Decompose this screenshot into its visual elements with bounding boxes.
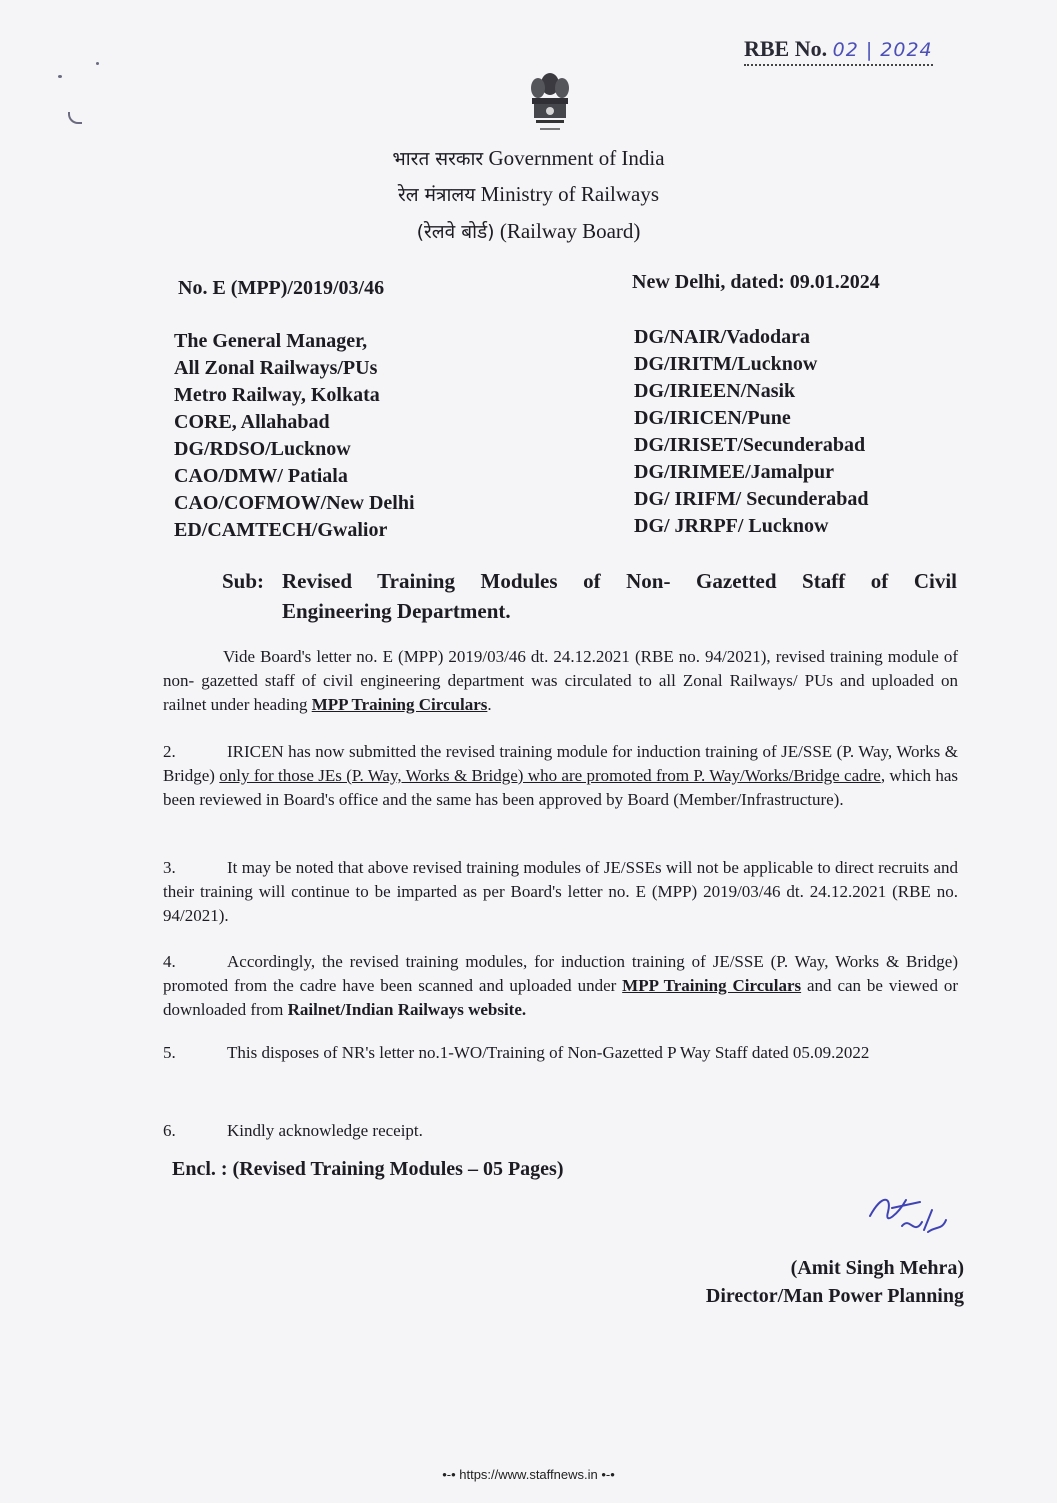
paragraph-number: 3. [163,858,176,877]
header-ministry [0,175,1057,214]
mpp-training-circulars-link[interactable]: MPP Training Circulars [311,695,488,714]
paragraph-number: 2. [163,742,176,761]
addressees-left [174,328,415,544]
addressee: DG/IRIEEN/Nasik [634,380,796,402]
addressee: The General Manager, [174,330,368,352]
paragraph-2: 2. IRICEN has now submitted the revised training module for induction training of JE/SSE (P. Way, Works & Bridge) only for those JEs (P. Way, Works & Bridge) who are promoted from P. Way/Works/Bridge cadre, which has been reviewed in Board's office and the same has been approved by Board (Member/Infrastructure). [163,742,958,809]
subject-line-2: Engineering Department. [282,599,511,623]
paragraph-1: Vide Board's letter no. E (MPP) 2019/03/46 dt. 24.12.2021 (RBE no. 94/2021), revised training module of non- gazetted staff of civil engineering department was circulated to all Zonal Railways/ PUs and uploaded on railnet under heading MPP Training Circulars. [163,647,958,714]
mpp-training-circulars-link[interactable]: MPP Training Circulars [622,976,802,995]
addressee: DG/IRICEN/Pune [634,407,791,429]
paragraph-number: 5. [163,1043,176,1062]
paragraph-4: 4. Accordingly, the revised training modules, for induction training of JE/SSE (P. Way, Works & Bridge) promoted from the cadre have been scanned and uploaded under MPP Training Circulars and can be viewed or downloaded from Railnet/Indian Railways website. [163,952,959,1019]
addressee: ED/CAMTECH/Gwalior [174,519,388,541]
header-board-english: (Railway Board) [499,219,641,243]
header-government-hindi: भारत सरकार [392,148,484,170]
header-board [0,212,1057,251]
signatory-block [706,1254,964,1310]
signatory-name: (Amit Singh Mehra) [790,1257,964,1279]
rbe-number [744,36,933,66]
state-emblem-icon [520,70,580,138]
underlined-clause: only for those JEs (P. Way, Works & Bridge) who are promoted from P. Way/Works/Bridge cadre [219,766,881,785]
header-ministry-english: Ministry of Railways [480,182,660,206]
addressees-right [634,324,868,540]
addressee: DG/IRISET/Secunderabad [634,434,866,456]
addressee: CORE, Allahabad [174,411,330,433]
header-ministry-hindi: रेल मंत्रालय [397,184,476,206]
addressee: CAO/COFMOW/New Delhi [174,492,415,514]
signatory-designation: Director/Man Power Planning [705,1285,964,1307]
paragraph-number: 6. [163,1121,176,1140]
header-government-english: Government of India [488,146,665,170]
rbe-label: RBE No. [744,36,828,61]
addressee: Metro Railway, Kolkata [174,384,380,406]
addressee: DG/RDSO/Lucknow [174,438,351,460]
footer-url: •-• https://www.staffnews.in •-• [442,1467,615,1482]
header-board-hindi: (रेलवे बोर्ड) [416,221,495,243]
letter-date: New Delhi, dated: 09.01.2024 [632,271,880,293]
addressee: DG/ JRRPF/ Lucknow [634,515,829,537]
rbe-handwritten-number: 02 | 2024 [832,39,933,61]
addressee: All Zonal Railways/PUs [174,357,378,379]
subject-label: Sub: [222,569,265,593]
addressee: DG/IRITM/Lucknow [634,353,818,375]
enclosure-note: Encl. : (Revised Training Modules – 05 Pages) [172,1158,564,1180]
subject [222,566,957,626]
addressee: DG/ IRIFM/ Secunderabad [634,488,869,510]
addressee: CAO/DMW/ Patiala [174,465,348,487]
addressee: DG/IRIMEE/Jamalpur [634,461,835,483]
scan-speck [58,75,62,78]
reference-number: No. E (MPP)/2019/03/46 [178,277,385,299]
paragraph-number: 4. [163,952,176,971]
paragraph-3: 3. It may be noted that above revised training modules of JE/SSEs will not be applicable to direct recruits and their training will continue to be imparted as per Board's letter no. E (MPP) 2019/03/46 dt. 24.12.2021 (RBE no. 94/2021). [163,858,958,925]
subject-line-1: Revised Training Modules of Non- Gazetted Staff of Civil [282,569,957,593]
paragraph-5: 5. This disposes of NR's letter no.1-WO/Training of Non-Gazetted P Way Staff dated 05.09.2022 [163,1041,958,1065]
paragraph-6: 6. Kindly acknowledge receipt. [163,1119,958,1143]
handwritten-signature [862,1186,952,1246]
addressee: DG/NAIR/Vadodara [634,326,810,348]
scan-mark [68,112,82,124]
header-government [0,139,1057,178]
scan-speck [96,62,99,65]
